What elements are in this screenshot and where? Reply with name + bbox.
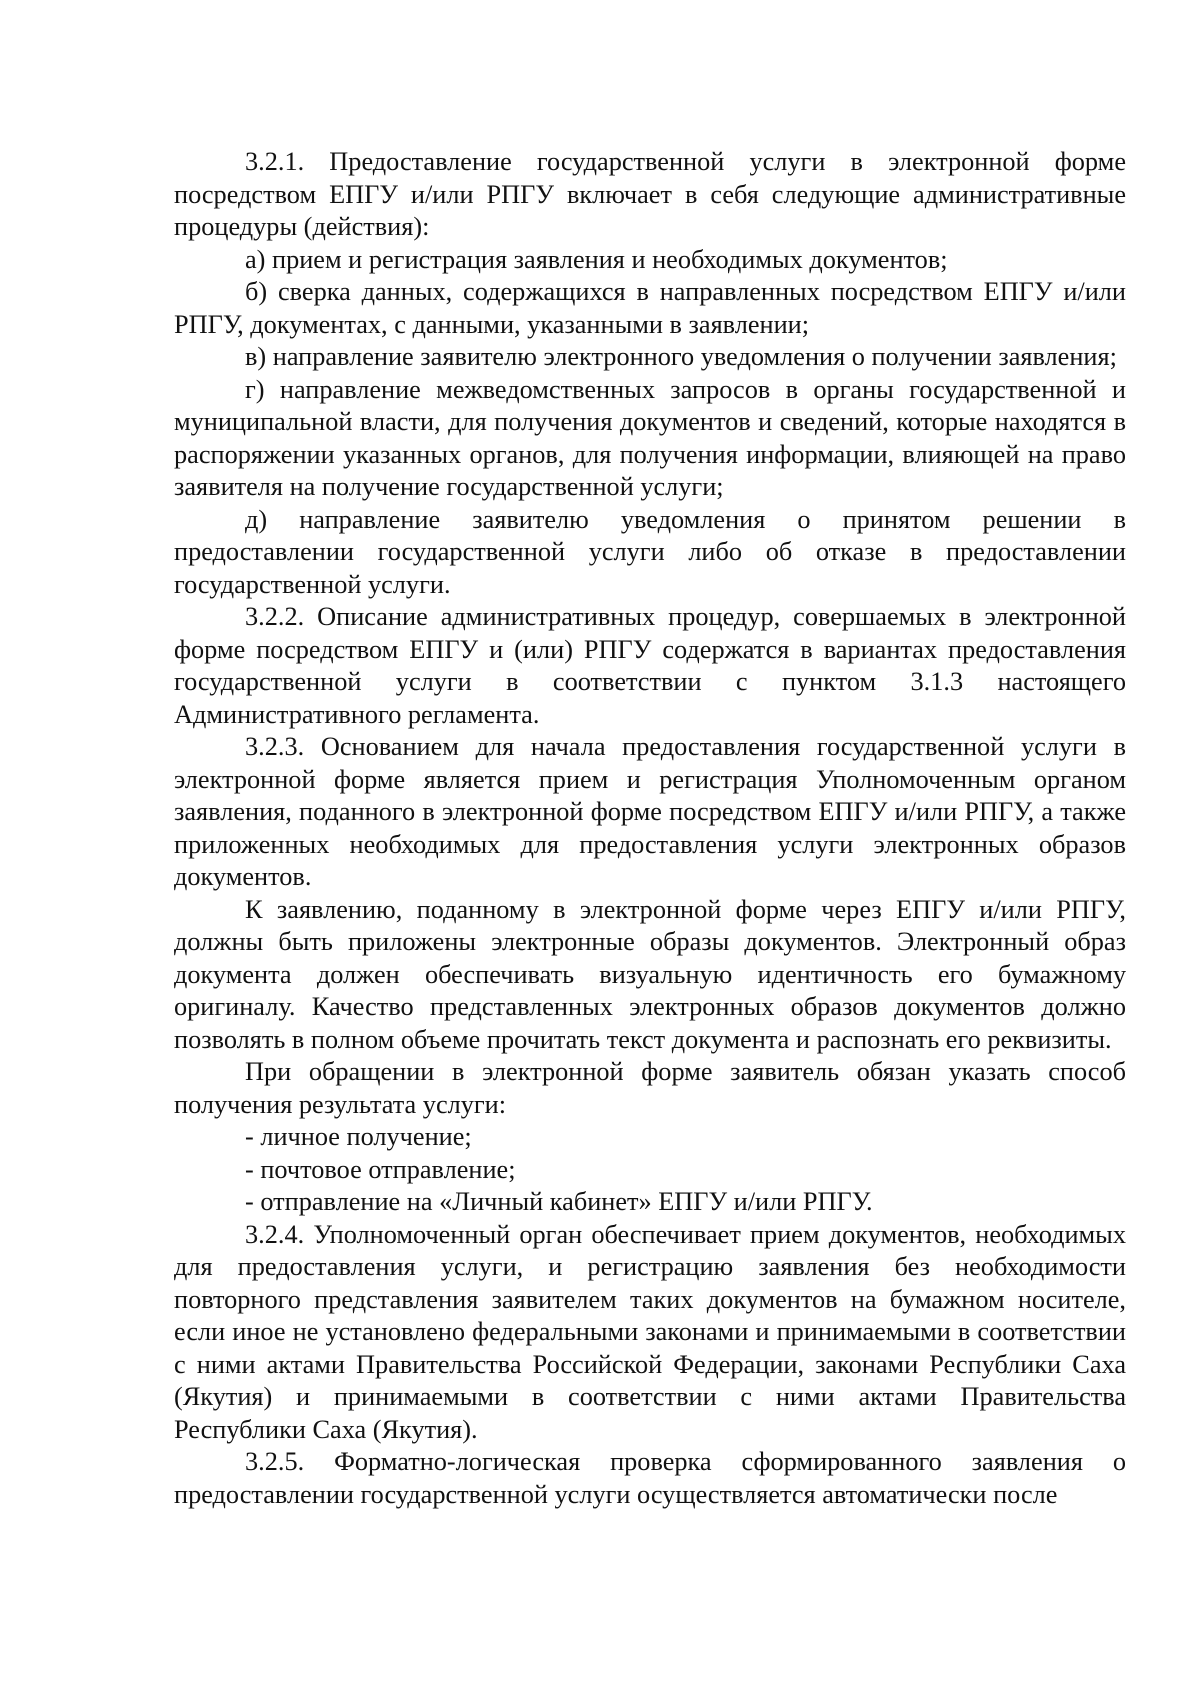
paragraph-3-2-2: 3.2.2. Описание административных процедур, совершаемых в электронной форме посредством ЕПГУ и (или) РПГУ содержатся в вариантах предоставления государственной услуги в соответствии с пунктом 3.1.3 настоящего Административного регламента. [174, 602, 1126, 729]
list-item-postal: - почтовое отправление; [245, 1154, 516, 1184]
list-item-d: д) направление заявителю уведомления о принятом решении в предоставлении государственной услуги либо об отказе в предоставлении государственной услуги. [174, 504, 1126, 599]
list-item-personal-receipt: - личное получение; [245, 1122, 472, 1151]
list-item-g: г) направление межведомственных запросов в органы государственной и муниципальной власти, для получения документов и сведений, которые находятся в распоряжении указанных органов, для получения информации, влияющей на право заявителя на получение государственной услуги; [174, 374, 1126, 501]
paragraph-3-2-5: 3.2.5. Форматно-логическая проверка сформированного заявления о предоставлении государственной услуги осуществляется автоматически после [174, 1447, 1126, 1509]
list-item-b: б) сверка данных, содержащихся в направленных посредством ЕПГУ и/или РПГУ, документах, с данными, указанными в заявлении; [174, 277, 1126, 339]
list-item-a: а) прием и регистрация заявления и необходимых документов; [245, 244, 948, 274]
paragraph-result-method: При обращении в электронной форме заявитель обязан указать способ получения результата услуги: [174, 1057, 1126, 1119]
document-body [174, 146, 1126, 1511]
list-item-v: в) направление заявителю электронного уведомления о получении заявления; [245, 342, 1117, 371]
paragraph-3-2-3: 3.2.3. Основанием для начала предоставления государственной услуги в электронной форме является прием и регистрация Уполномоченным органом заявления, поданного в электронной форме посредством ЕПГУ и/или РПГУ, а также приложенных необходимых для предоставления услуги электронных образов документов. [174, 732, 1126, 891]
paragraph-electronic-images: К заявлению, поданному в электронной форме через ЕПГУ и/или РПГУ, должны быть приложены электронные образы документов. Электронный образ документа должен обеспечивать визуальную идентичность его бумажному оригиналу. Качество представленных электронных образов документов должно позволять в полном объеме прочитать текст документа и распознать его реквизиты. [174, 894, 1126, 1054]
list-item-personal-cabinet: - отправление на «Личный кабинет» ЕПГУ и/или РПГУ. [245, 1187, 873, 1216]
paragraph-3-2-4: 3.2.4. Уполномоченный орган обеспечивает прием документов, необходимых для предоставления услуги, и регистрацию заявления без необходимости повторного представления заявителем таких документов на бумажном носителе, если иное не установлено федеральными законами и принимаемыми в соответствии с ними актами Правительства Российской Федерации, законами Республики Саха (Якутия) и принимаемыми в соответствии с ними актами Правительства Республики Саха (Якутия). [174, 1219, 1126, 1444]
paragraph-3-2-1: 3.2.1. Предоставление государственной услуги в электронной форме посредством ЕПГУ и/или РПГУ включает в себя следующие административные процедуры (действия): [174, 147, 1126, 241]
